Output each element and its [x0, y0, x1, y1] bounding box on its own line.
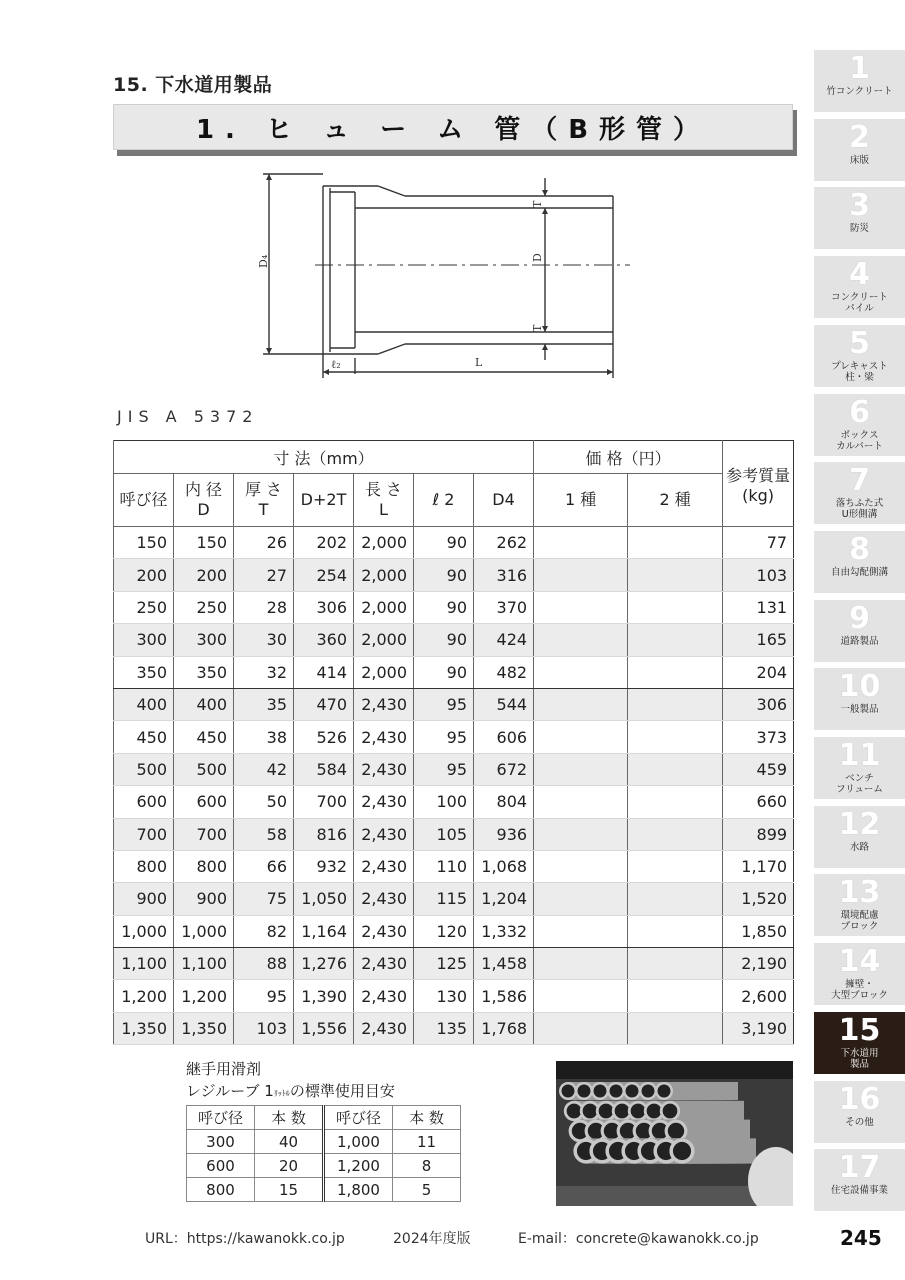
table-cell: 250	[174, 591, 234, 623]
table-cell: 804	[474, 786, 534, 818]
sidebar-tab-8[interactable]	[814, 531, 905, 593]
lubricant-subtitle: レジルーブ 1ﾘｯﾄﾙの標準使用目安	[186, 1082, 395, 1100]
tab-number: 2	[849, 119, 870, 155]
table-cell	[534, 721, 628, 753]
label-l2: ℓ₂	[331, 358, 341, 371]
table-cell: 482	[474, 656, 534, 688]
table-cell	[628, 818, 723, 850]
table-cell: 2,190	[723, 948, 794, 980]
table-cell: 1,100	[174, 948, 234, 980]
table-cell: 120	[414, 915, 474, 947]
tab-number: 13	[838, 875, 881, 911]
footer-email[interactable]: E-mail：concrete@kawanokk.co.jp	[518, 1231, 759, 1247]
table-cell: 88	[234, 948, 294, 980]
column-header: 2 種	[628, 474, 723, 527]
sidebar-tab-12[interactable]	[814, 806, 905, 868]
table-cell: 1,000	[114, 915, 174, 947]
table-cell: 932	[294, 850, 354, 882]
lubricant-cell: 20	[255, 1154, 324, 1178]
table-cell: 90	[414, 559, 474, 591]
lubricant-cell: 1,800	[324, 1178, 393, 1202]
table-cell: 30	[234, 624, 294, 656]
table-row	[114, 624, 794, 656]
tab-number: 10	[838, 669, 881, 705]
tab-label: 水路	[849, 841, 869, 853]
tab-label: その他	[845, 1116, 874, 1128]
table-cell: 370	[474, 591, 534, 623]
table-cell	[628, 786, 723, 818]
table-cell: 100	[414, 786, 474, 818]
spec-table	[113, 440, 794, 1045]
table-cell: 2,430	[354, 1012, 414, 1044]
table-cell	[534, 980, 628, 1012]
table-row	[114, 591, 794, 623]
sidebar-tab-11[interactable]	[814, 737, 905, 799]
table-cell: 2,000	[354, 527, 414, 559]
header-weight: 参考質量 (kg)	[723, 441, 794, 527]
footer-url[interactable]: URL：https://kawanokk.co.jp	[145, 1231, 345, 1247]
table-cell: 103	[723, 559, 794, 591]
pipe-drawing	[255, 168, 635, 388]
table-cell: 700	[174, 818, 234, 850]
table-cell: 424	[474, 624, 534, 656]
table-cell: 1,200	[174, 980, 234, 1012]
table-cell: 2,430	[354, 915, 414, 947]
table-cell: 1,200	[114, 980, 174, 1012]
table-cell: 3,190	[723, 1012, 794, 1044]
table-cell: 262	[474, 527, 534, 559]
pipes-photo	[556, 1061, 793, 1206]
table-cell	[534, 915, 628, 947]
table-cell: 306	[723, 688, 794, 720]
table-cell: 105	[414, 818, 474, 850]
lubricant-cell: 300	[187, 1130, 255, 1154]
table-cell	[534, 753, 628, 785]
table-cell	[628, 915, 723, 947]
table-cell	[628, 721, 723, 753]
table-row	[114, 527, 794, 559]
header-dimensions: 寸 法（mm）	[114, 441, 534, 474]
table-cell: 135	[414, 1012, 474, 1044]
table-cell: 2,430	[354, 688, 414, 720]
lubricant-cell: 1,200	[324, 1154, 393, 1178]
table-cell	[628, 753, 723, 785]
table-cell: 1,458	[474, 948, 534, 980]
column-header: 1 種	[534, 474, 628, 527]
table-cell: 459	[723, 753, 794, 785]
sidebar-tab-15[interactable]	[814, 1012, 905, 1074]
tab-label: 道路製品	[840, 635, 879, 647]
tab-number: 11	[838, 738, 881, 773]
table-cell: 700	[294, 786, 354, 818]
table-cell: 2,430	[354, 883, 414, 915]
sidebar-tab-14[interactable]	[814, 943, 905, 1005]
table-cell	[628, 883, 723, 915]
table-cell	[534, 656, 628, 688]
table-cell: 700	[114, 818, 174, 850]
label-l: L	[475, 356, 483, 369]
table-cell: 2,430	[354, 721, 414, 753]
lubricant-cell: 800	[187, 1178, 255, 1202]
table-cell: 75	[234, 883, 294, 915]
tab-number: 5	[849, 325, 870, 361]
table-cell: 500	[114, 753, 174, 785]
table-cell: 26	[234, 527, 294, 559]
column-header: 呼び径	[114, 474, 174, 527]
table-cell: 316	[474, 559, 534, 591]
table-row	[114, 753, 794, 785]
table-cell: 400	[114, 688, 174, 720]
socket-taper-top	[378, 186, 405, 196]
table-cell: 1,390	[294, 980, 354, 1012]
column-header: ℓ 2	[414, 474, 474, 527]
table-cell: 2,000	[354, 591, 414, 623]
sidebar-tab-16[interactable]	[814, 1081, 905, 1143]
table-cell: 125	[414, 948, 474, 980]
table-cell: 360	[294, 624, 354, 656]
table-cell: 200	[114, 559, 174, 591]
table-cell: 82	[234, 915, 294, 947]
table-cell: 373	[723, 721, 794, 753]
tab-label: 擁壁・ 大型ブロック	[831, 979, 888, 1002]
tab-label: プレキャスト 柱・梁	[831, 360, 888, 383]
table-cell: 2,430	[354, 850, 414, 882]
table-cell: 400	[174, 688, 234, 720]
table-cell: 1,100	[114, 948, 174, 980]
sidebar-tab-5[interactable]	[814, 325, 905, 387]
tab-number: 12	[838, 806, 881, 842]
table-cell: 1,000	[174, 915, 234, 947]
table-cell: 1,850	[723, 915, 794, 947]
tab-number: 17	[838, 1150, 881, 1186]
table-cell: 27	[234, 559, 294, 591]
table-cell: 202	[294, 527, 354, 559]
label-t-top: T	[531, 200, 544, 208]
lubricant-cell: 1,000	[324, 1130, 393, 1154]
page-title: 1. ヒ ュ ー ム 管（B形管）	[195, 114, 711, 145]
table-cell: 1,164	[294, 915, 354, 947]
table-row	[114, 656, 794, 688]
sidebar-tab-3[interactable]	[814, 187, 905, 249]
table-cell: 58	[234, 818, 294, 850]
column-header: D+2T	[294, 474, 354, 527]
lubricant-cell: 8	[393, 1154, 461, 1178]
table-cell: 131	[723, 591, 794, 623]
table-cell: 28	[234, 591, 294, 623]
table-cell: 606	[474, 721, 534, 753]
table-row	[114, 915, 794, 947]
table-cell: 470	[294, 688, 354, 720]
sidebar-tab-4[interactable]	[814, 256, 905, 318]
section-heading: 15. 下水道用製品	[113, 74, 273, 96]
table-row	[114, 850, 794, 882]
table-cell: 306	[294, 591, 354, 623]
label-d: D	[531, 253, 544, 262]
sidebar-tab-17[interactable]	[814, 1149, 905, 1211]
table-cell: 1,520	[723, 883, 794, 915]
table-cell: 32	[234, 656, 294, 688]
table-cell: 1,768	[474, 1012, 534, 1044]
title-box	[113, 104, 793, 150]
table-cell: 800	[174, 850, 234, 882]
table-cell: 95	[414, 688, 474, 720]
table-row	[114, 721, 794, 753]
table-cell: 90	[414, 527, 474, 559]
jis-standard: JIS A 5372	[117, 407, 259, 426]
table-cell: 35	[234, 688, 294, 720]
table-cell	[534, 850, 628, 882]
table-cell: 204	[723, 656, 794, 688]
column-header: D4	[474, 474, 534, 527]
table-cell	[534, 591, 628, 623]
table-cell: 90	[414, 591, 474, 623]
table-cell: 250	[114, 591, 174, 623]
table-cell: 2,430	[354, 980, 414, 1012]
table-cell	[628, 1012, 723, 1044]
table-cell	[628, 559, 723, 591]
table-cell: 2,430	[354, 818, 414, 850]
lubricant-header: 呼び径	[187, 1106, 255, 1130]
table-cell: 1,350	[174, 1012, 234, 1044]
table-cell	[534, 624, 628, 656]
table-cell: 584	[294, 753, 354, 785]
lubricant-header: 本 数	[393, 1106, 461, 1130]
table-cell: 500	[174, 753, 234, 785]
table-cell	[628, 948, 723, 980]
tab-label: 落ちふた式 U形側溝	[835, 498, 884, 521]
table-cell: 672	[474, 753, 534, 785]
table-cell: 1,204	[474, 883, 534, 915]
tab-label: 下水道用 製品	[840, 1047, 879, 1070]
sidebar-tab-13[interactable]	[814, 874, 905, 936]
table-cell: 1,332	[474, 915, 534, 947]
lubricant-header: 呼び径	[324, 1106, 393, 1130]
table-cell: 526	[294, 721, 354, 753]
page-number: 245	[840, 1226, 882, 1250]
sidebar-tab-2[interactable]	[814, 119, 905, 181]
sidebar-tab-6[interactable]	[814, 394, 905, 456]
table-cell: 110	[414, 850, 474, 882]
label-d4: D₄	[257, 254, 270, 268]
table-cell	[628, 591, 723, 623]
table-row	[114, 818, 794, 850]
tab-number: 14	[838, 944, 881, 980]
table-cell	[534, 948, 628, 980]
table-cell: 899	[723, 818, 794, 850]
table-cell: 450	[114, 721, 174, 753]
table-cell: 600	[114, 786, 174, 818]
table-row	[114, 980, 794, 1012]
table-cell: 103	[234, 1012, 294, 1044]
table-cell: 350	[174, 656, 234, 688]
table-cell: 900	[114, 883, 174, 915]
table-cell: 2,000	[354, 624, 414, 656]
lubricant-cell: 15	[255, 1178, 324, 1202]
column-header: 厚 さ T	[234, 474, 294, 527]
table-row	[114, 948, 794, 980]
table-cell: 900	[174, 883, 234, 915]
table-cell	[534, 818, 628, 850]
table-row	[114, 1012, 794, 1044]
table-cell: 95	[414, 721, 474, 753]
table-cell: 2,430	[354, 753, 414, 785]
table-cell: 254	[294, 559, 354, 591]
table-cell: 95	[234, 980, 294, 1012]
table-cell: 150	[174, 527, 234, 559]
table-cell	[534, 559, 628, 591]
tab-label: 防災	[849, 223, 869, 235]
tab-label: 環境配慮 ブロック	[840, 910, 879, 933]
table-cell: 600	[174, 786, 234, 818]
table-cell	[628, 850, 723, 882]
table-cell	[534, 527, 628, 559]
tab-number: 3	[849, 188, 870, 224]
tab-number: 15	[838, 1012, 881, 1048]
sidebar-tab-10[interactable]	[814, 668, 905, 730]
table-cell: 115	[414, 883, 474, 915]
footer-year: 2024年度版	[393, 1231, 471, 1247]
table-cell: 1,556	[294, 1012, 354, 1044]
tab-label: 住宅設備事業	[830, 1185, 888, 1197]
table-cell: 1,068	[474, 850, 534, 882]
table-cell: 42	[234, 753, 294, 785]
tab-label: 自由勾配側溝	[830, 566, 888, 578]
table-cell: 150	[114, 527, 174, 559]
table-cell	[534, 786, 628, 818]
lubricant-cell: 40	[255, 1130, 324, 1154]
table-cell	[628, 656, 723, 688]
lubricant-title: 継手用滑剤	[186, 1060, 262, 1078]
table-cell: 414	[294, 656, 354, 688]
table-cell: 38	[234, 721, 294, 753]
table-cell: 2,000	[354, 559, 414, 591]
table-cell: 300	[174, 624, 234, 656]
table-cell: 130	[414, 980, 474, 1012]
table-cell	[534, 883, 628, 915]
sidebar-tab-7[interactable]	[814, 462, 905, 524]
tab-number: 9	[849, 600, 870, 636]
table-cell: 816	[294, 818, 354, 850]
table-cell: 66	[234, 850, 294, 882]
lubricant-row	[187, 1154, 461, 1178]
lubricant-row	[187, 1130, 461, 1154]
table-cell: 450	[174, 721, 234, 753]
lubricant-cell: 600	[187, 1154, 255, 1178]
table-cell	[628, 688, 723, 720]
table-cell: 544	[474, 688, 534, 720]
table-cell: 2,430	[354, 948, 414, 980]
table-cell: 1,170	[723, 850, 794, 882]
sidebar-tab-1[interactable]	[814, 50, 905, 112]
header-price: 価 格（円）	[534, 441, 723, 474]
table-cell: 350	[114, 656, 174, 688]
table-cell	[534, 688, 628, 720]
column-header: 内 径 D	[174, 474, 234, 527]
table-cell: 1,276	[294, 948, 354, 980]
table-cell: 200	[174, 559, 234, 591]
tab-number: 4	[849, 257, 870, 293]
table-cell: 1,586	[474, 980, 534, 1012]
table-cell: 936	[474, 818, 534, 850]
table-row	[114, 688, 794, 720]
sidebar-tab-9[interactable]	[814, 600, 905, 662]
table-cell: 660	[723, 786, 794, 818]
tab-label: 床版	[849, 154, 869, 166]
tab-label: 一般製品	[840, 704, 879, 716]
table-cell: 1,050	[294, 883, 354, 915]
table-cell	[534, 1012, 628, 1044]
table-cell: 165	[723, 624, 794, 656]
table-cell: 2,000	[354, 656, 414, 688]
tab-number: 6	[849, 394, 870, 430]
table-cell: 90	[414, 624, 474, 656]
socket-taper-bottom	[378, 344, 405, 354]
lubricant-table	[186, 1105, 461, 1202]
table-row	[114, 883, 794, 915]
tab-label: コンクリート パイル	[831, 292, 888, 315]
table-cell: 95	[414, 753, 474, 785]
table-cell	[628, 980, 723, 1012]
table-cell: 77	[723, 527, 794, 559]
table-cell: 1,350	[114, 1012, 174, 1044]
unit-liter: ﾘｯﾄﾙ	[273, 1089, 290, 1098]
tab-number: 16	[838, 1081, 881, 1117]
table-cell: 90	[414, 656, 474, 688]
table-row	[114, 786, 794, 818]
lubricant-cell: 11	[393, 1130, 461, 1154]
tab-number: 1	[849, 51, 870, 86]
table-cell: 2,600	[723, 980, 794, 1012]
tab-label: ボックス カルバート	[836, 429, 883, 452]
table-cell	[628, 624, 723, 656]
column-header: 長 さ L	[354, 474, 414, 527]
table-cell: 300	[114, 624, 174, 656]
tab-number: 7	[849, 463, 870, 499]
tab-number: 8	[849, 531, 870, 567]
table-cell: 50	[234, 786, 294, 818]
lubricant-cell: 5	[393, 1178, 461, 1202]
table-cell	[628, 527, 723, 559]
table-cell: 800	[114, 850, 174, 882]
label-t-bottom: T	[531, 324, 544, 332]
lubricant-header: 本 数	[255, 1106, 324, 1130]
lubricant-header-row	[187, 1106, 461, 1130]
tab-label: ベンチ フリューム	[836, 773, 883, 795]
table-cell: 2,430	[354, 786, 414, 818]
lubricant-row	[187, 1178, 461, 1202]
tab-label: 竹コンクリート	[826, 86, 893, 97]
table-row	[114, 559, 794, 591]
